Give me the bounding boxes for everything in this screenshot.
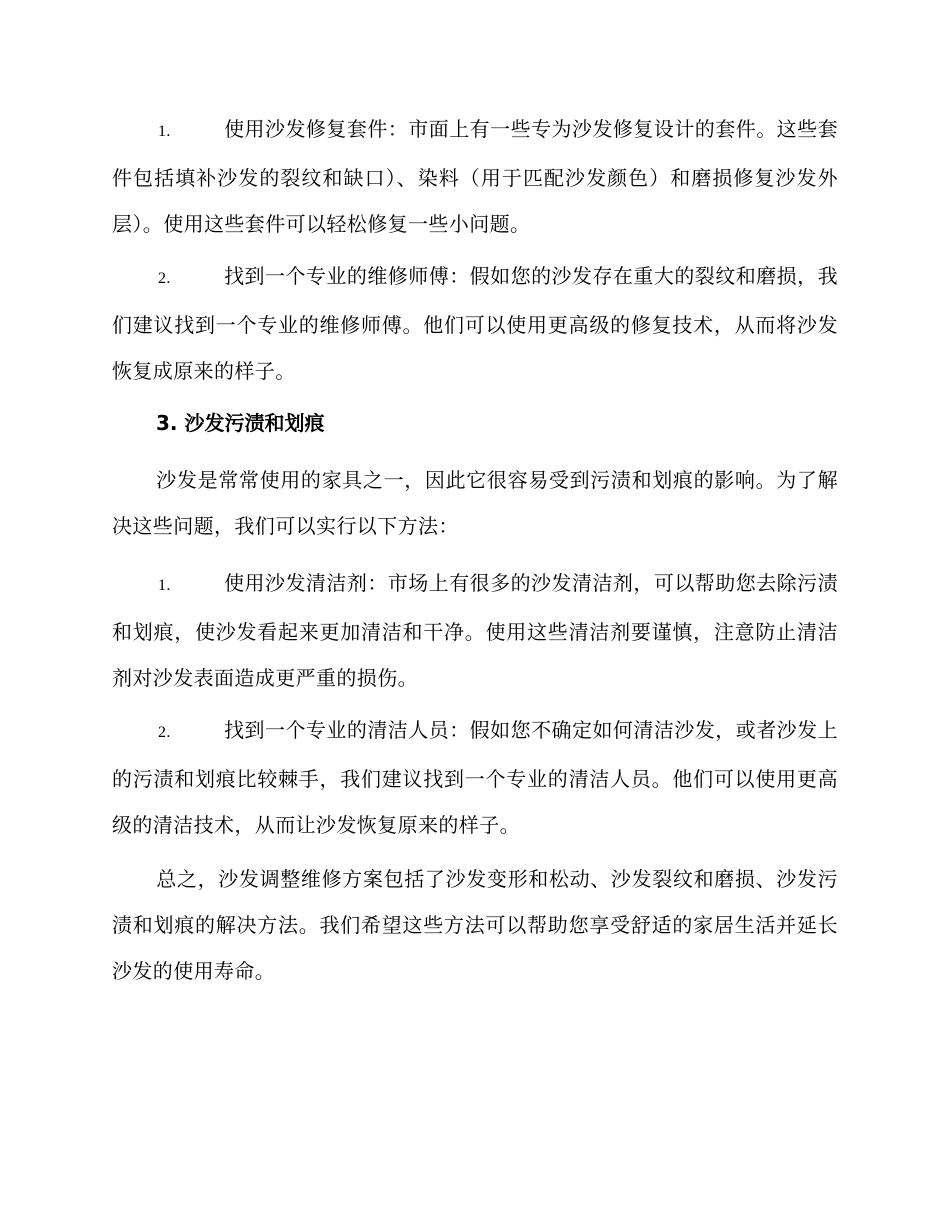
paragraph-text: 沙发是常常使用的家具之一，因此它很容易受到污渍和划痕的影响。为了解决这些问题，我们可以实行以下方法： (112, 468, 838, 538)
list-item (112, 560, 838, 701)
section-heading: 3. 沙发污渍和划痕 (156, 411, 325, 435)
list-number: 1. (158, 123, 171, 140)
list-item (112, 106, 838, 247)
list-number: 2. (158, 724, 171, 741)
list-text: 找到一个专业的清洁人员：假如您不确定如何清洁沙发，或者沙发上的污渍和划痕比较棘手，我们建议找到一个专业的清洁人员。他们可以使用更高级的清洁技术，从而让沙发恢复原来的样子。 (112, 718, 838, 837)
intro-paragraph (112, 457, 838, 549)
list-number: 1. (158, 577, 171, 594)
paragraph-text: 总之，沙发调整维修方案包括了沙发变形和松动、沙发裂纹和磨损、沙发污渍和划痕的解决方法。我们希望这些方法可以帮助您享受舒适的家居生活并延长沙发的使用寿命。 (112, 867, 838, 983)
conclusion-paragraph (112, 856, 838, 994)
list-number: 2. (158, 270, 171, 287)
list-text: 使用沙发修复套件：市面上有一些专为沙发修复设计的套件。这些套件包括填补沙发的裂纹和缺口）、染料（用于匹配沙发颜色）和磨损修复沙发外层）。使用这些套件可以轻松修复一些小问题。 (112, 117, 838, 236)
list-text: 找到一个专业的维修师傅：假如您的沙发存在重大的裂纹和磨损，我们建议找到一个专业的维修师傅。他们可以使用更高级的修复技术，从而将沙发恢复成原来的样子。 (112, 264, 838, 383)
list-text: 使用沙发清洁剂：市场上有很多的沙发清洁剂，可以帮助您去除污渍和划痕，使沙发看起来更加清洁和干净。使用这些清洁剂要谨慎，注意防止清洁剂对沙发表面造成更严重的损伤。 (112, 571, 838, 690)
list-item (112, 253, 838, 394)
list-item (112, 707, 838, 848)
